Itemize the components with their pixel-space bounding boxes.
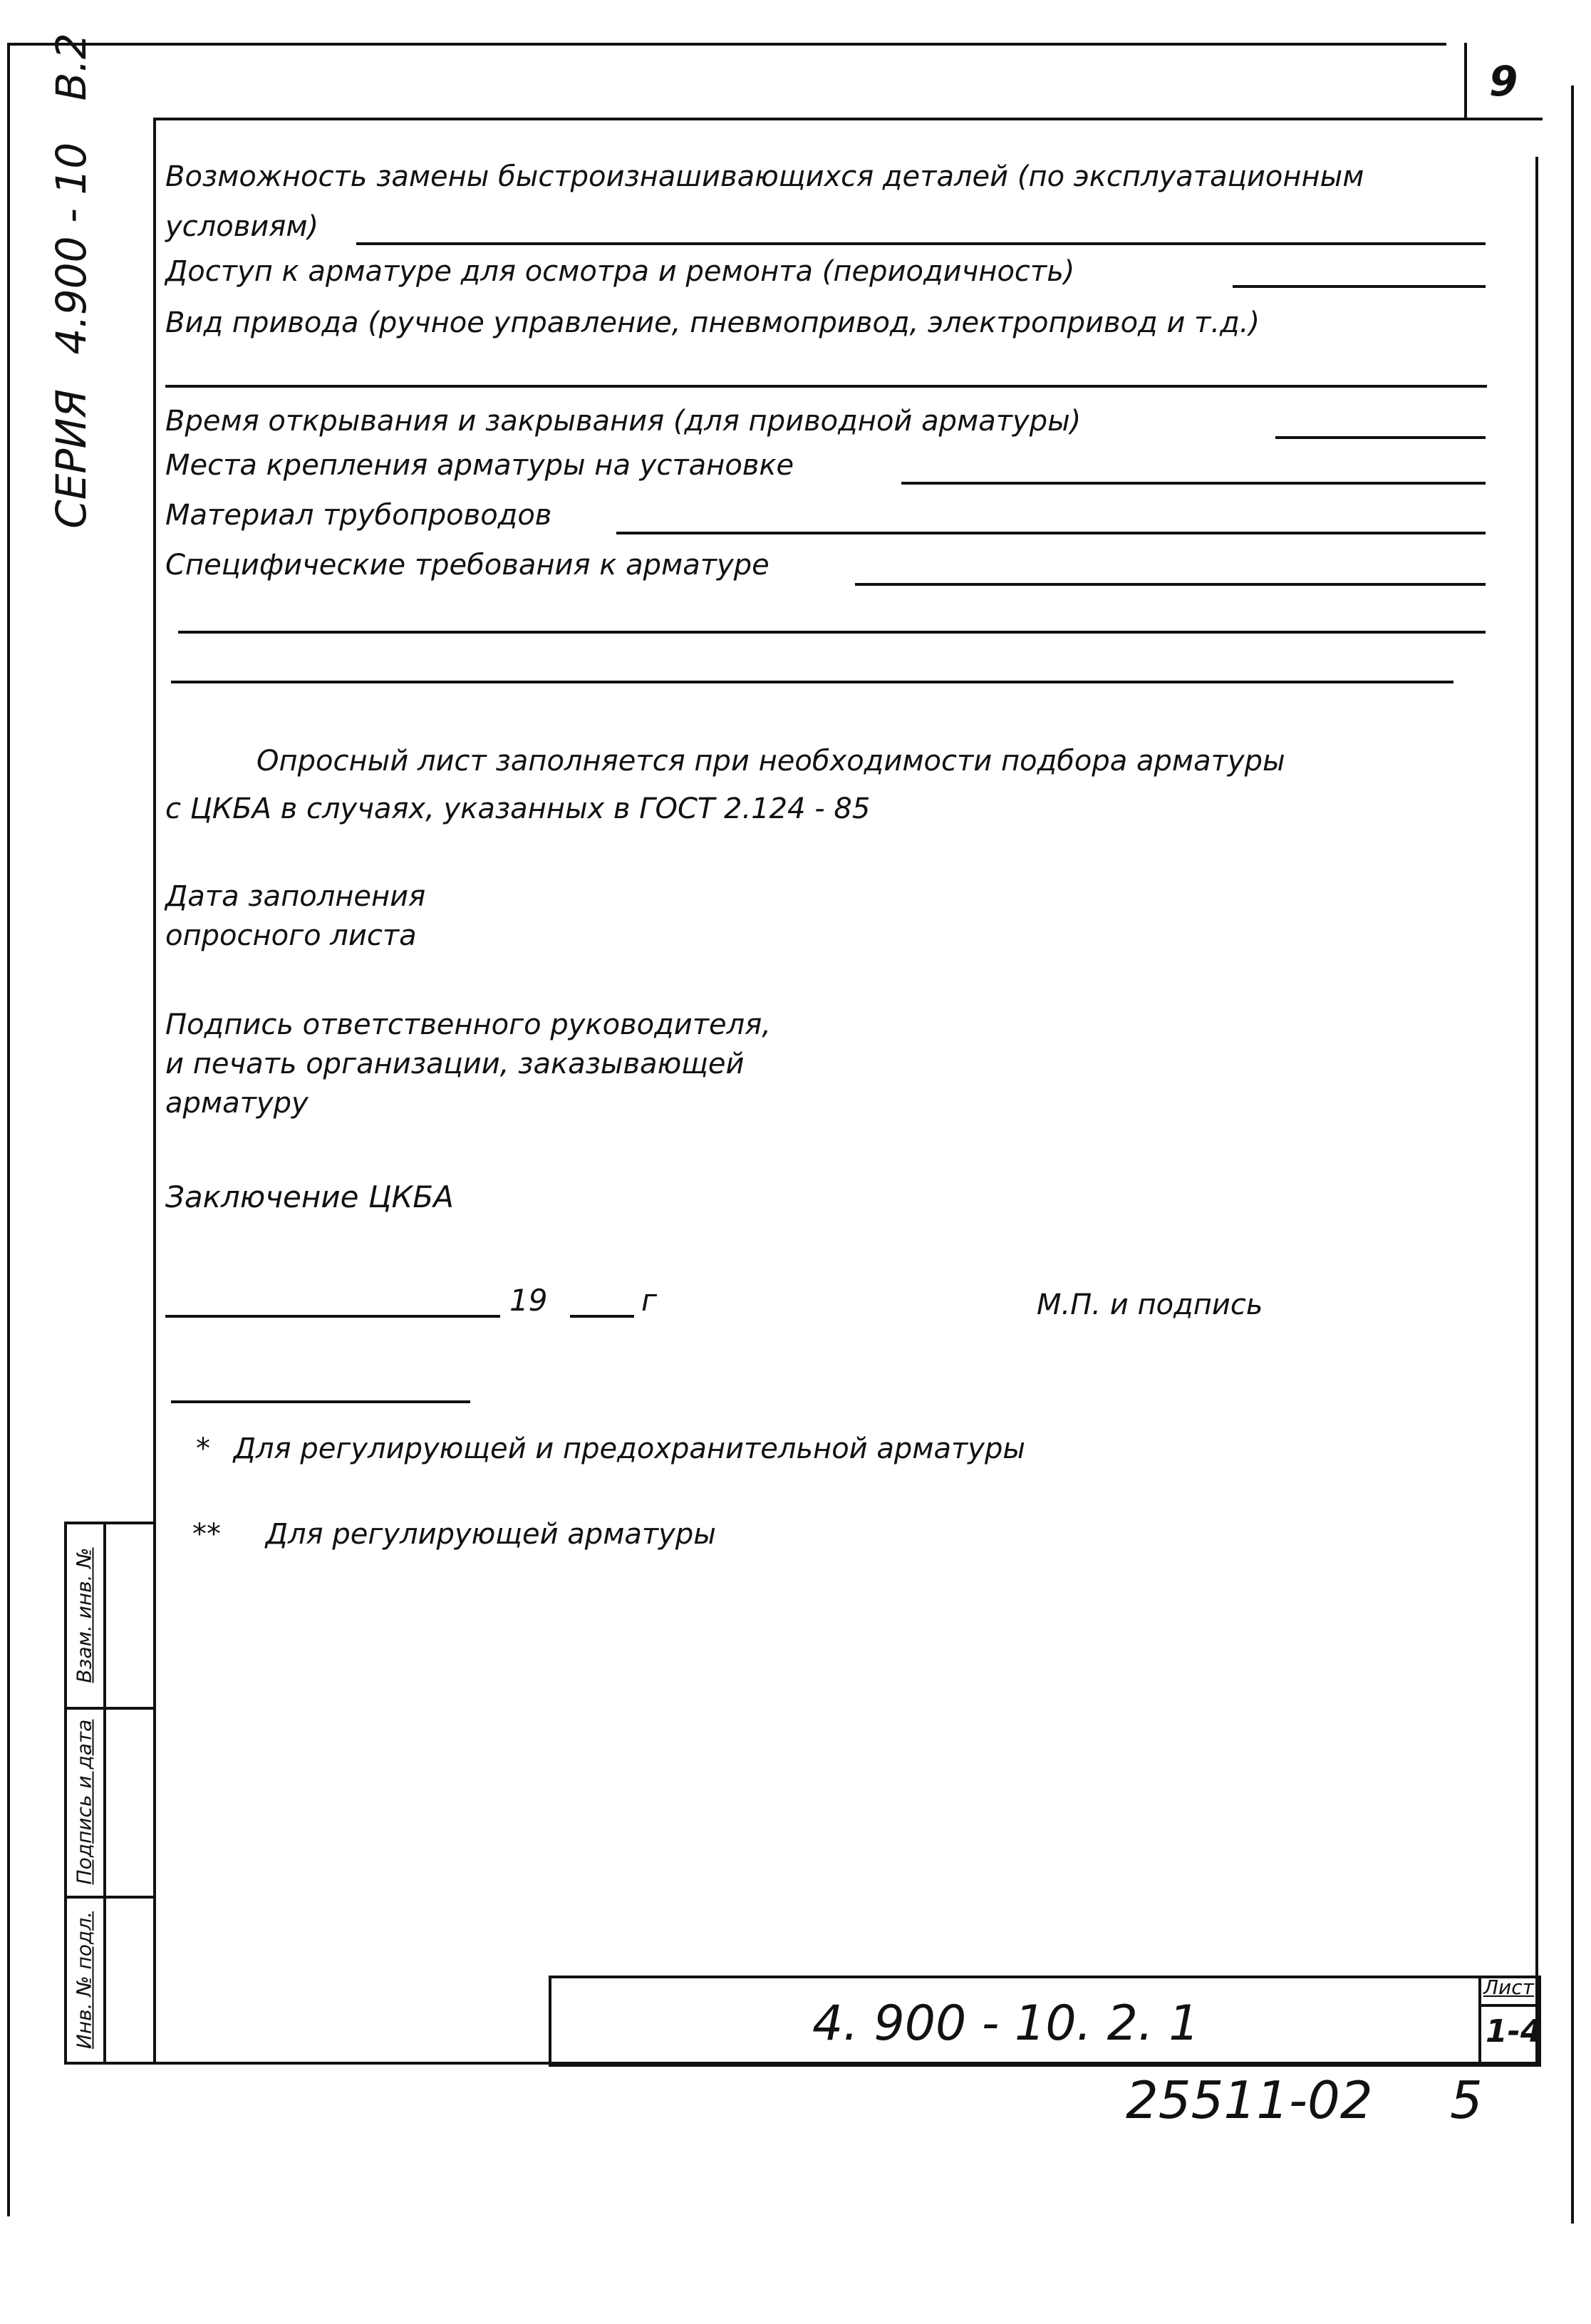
field-mount-line[interactable]	[901, 482, 1486, 485]
year-line[interactable]	[570, 1315, 634, 1318]
field-replace-parts-cont: условиям)	[165, 210, 319, 243]
title-block-sheet-number: 1-4	[1486, 2013, 1543, 2050]
date-fill-label-2: опросного листа	[165, 919, 417, 952]
field-open-time-line[interactable]	[1275, 436, 1486, 439]
field-specific-req: Специфические требования к арматуре	[165, 549, 769, 582]
field-drive-type-line[interactable]	[165, 385, 1487, 388]
signature-label-2: и печать организации, заказывающей	[165, 1048, 745, 1080]
field-access-line[interactable]	[1233, 285, 1486, 288]
title-block-sheet-hline	[1478, 2004, 1535, 2007]
footnote-1-mark: *	[196, 1432, 210, 1465]
field-replace-parts-line[interactable]	[356, 242, 1486, 245]
side-stamp-top-line	[64, 1522, 155, 1524]
footnote-2-mark: **	[192, 1518, 221, 1551]
side-stamp-replace-inv: Взам. инв. №	[72, 1547, 96, 1683]
field-specific-req-line[interactable]	[855, 583, 1486, 586]
date-line[interactable]	[165, 1315, 500, 1318]
side-stamp-inv-orig: Инв. № подл.	[72, 1911, 96, 2050]
series-label: СЕРИЯ	[47, 388, 95, 529]
archive-sheet: 5	[1450, 2070, 1483, 2130]
title-block-doc-code: 4. 900 - 10. 2. 1	[812, 1995, 1200, 2052]
note-line-1: Опросный лист заполняется при необходимости подбора арматуры	[256, 745, 1285, 778]
title-block-sheet-divider	[1478, 1976, 1481, 2064]
side-stamp-left-line	[64, 1522, 67, 2063]
archive-number: 25511-02	[1126, 2070, 1373, 2130]
frame-left-line	[7, 43, 10, 2216]
field-mount: Места крепления арматуры на установке	[165, 449, 794, 482]
inner-top-line	[153, 118, 1543, 120]
footnote-separator	[171, 1400, 470, 1403]
field-access: Доступ к арматуре для осмотра и ремонта (периодичность)	[165, 255, 1075, 288]
title-block-sheet-label: Лист	[1483, 1976, 1534, 1999]
field-replace-parts: Возможность замены быстроизнашивающихся деталей (по эксплуатационным	[165, 160, 1364, 193]
page-number: 9	[1489, 57, 1518, 105]
signature-label-3: арматуру	[165, 1087, 309, 1120]
note-line-2: с ЦКБА в случаях, указанных в ГОСТ 2.124 - 85	[165, 792, 871, 825]
extra-line-1[interactable]	[178, 631, 1486, 634]
signature-label-1: Подпись ответственного руководителя,	[165, 1008, 771, 1041]
field-pipe-material-line[interactable]	[616, 532, 1486, 534]
inner-left-line	[153, 118, 156, 2063]
series-part: В.2	[47, 33, 95, 101]
side-stamp-sign-date: Подпись и дата	[72, 1719, 96, 1885]
date-year-suffix: г	[641, 1283, 658, 1318]
date-year-prefix: 19	[509, 1283, 548, 1318]
field-open-time: Время открывания и закрывания (для приводной арматуры)	[165, 405, 1082, 438]
date-fill-label-1: Дата заполнения	[165, 880, 426, 913]
series-code	[47, 31, 95, 530]
footnote-1	[196, 1432, 1025, 1465]
extra-line-2[interactable]	[171, 681, 1453, 683]
frame-top-line	[7, 43, 1446, 46]
conclusion-label: Заключение ЦКБА	[165, 1179, 454, 1214]
page-number-bracket	[1464, 43, 1467, 118]
series-number: 4.900 - 10	[47, 142, 95, 355]
field-drive-type: Вид привода (ручное управление, пневмопривод, электропривод и т.д.)	[165, 306, 1260, 339]
stamp-signature-label: М.П. и подпись	[1037, 1288, 1263, 1321]
frame-right-line	[1571, 86, 1574, 2224]
side-stamp-inner-line	[103, 1522, 106, 2063]
footnote-2	[192, 1518, 716, 1551]
side-stamp-divider-1	[64, 1707, 155, 1710]
footnote-1-text: Для регулирующей и предохранительной арматуры	[233, 1432, 1025, 1465]
footnote-2-text: Для регулирующей арматуры	[265, 1518, 716, 1551]
field-pipe-material: Материал трубопроводов	[165, 499, 552, 532]
inner-right-line	[1535, 157, 1538, 2067]
